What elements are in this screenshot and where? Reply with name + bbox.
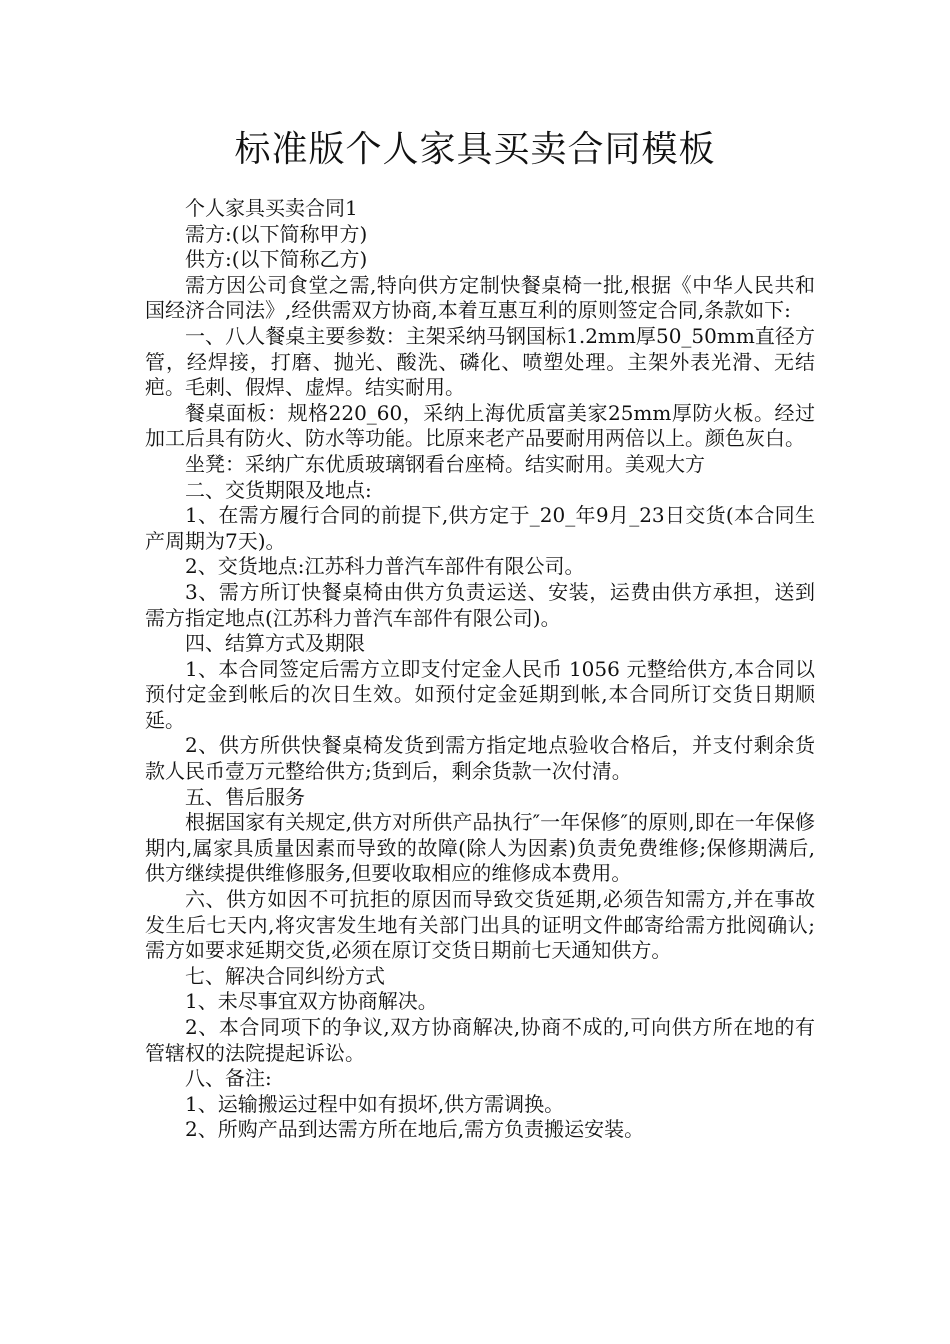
clause-negotiation: 1、未尽事宜双方协商解决。 [185, 989, 438, 1014]
contract-heading: 个人家具买卖合同1 [185, 196, 358, 220]
section-heading-delivery: 二、交货期限及地点: [185, 477, 372, 502]
clause-delivery-place: 2、交货地点:江苏科力普汽车部件有限公司。 [185, 554, 585, 579]
clause-litigation: 2、本合同项下的争议,双方协商解决,协商不成的,可向供方所在地的有管辖权的法院提起诉讼。 [145, 1015, 815, 1065]
clause-onsite-handling: 2、所购产品到达需方所在地后,需方负责搬运安装。 [185, 1117, 645, 1142]
seller-line: 供方:(以下简称乙方) [185, 247, 368, 272]
buyer-line: 需方:(以下简称甲方) [185, 221, 368, 246]
clause-transport-install: 3、需方所订快餐桌椅由供方负责运送、安装，运费由供方承担，送到需方指定地点(江苏科力普汽车部件有限公司)。 [145, 579, 815, 630]
document-body [145, 196, 815, 1143]
clause-balance-payment: 2、供方所供快餐桌椅发货到需方指定地点验收合格后，并支付剩余货款人民币壹万元整给供方;货到后，剩余货款一次付清。 [145, 733, 815, 784]
clause-table-specs: 一、八人餐桌主要参数：主架采纳马钢国标1.2mm厚50_50mm直径方管，经焊接，打磨、抛光、酸洗、磷化、喷塑处理。主架外表光滑、无结疤。毛刺、假焊、虚焊。结实耐用。 [145, 323, 815, 400]
section-heading-settlement: 四、结算方式及期限 [185, 631, 365, 656]
clause-force-majeure: 六、供方如因不可抗拒的原因而导致交货延期,必须告知需方,并在事故发生后七天内,将灾害发生地有关部门出具的证明文件邮寄给需方批阅确认;需方如要求延期交货,必须在原订交货日期前七天通知供方。 [145, 887, 815, 963]
section-heading-remarks: 八、备注: [185, 1066, 272, 1091]
clause-tabletop-specs: 餐桌面板：规格220_60，采纳上海优质富美家25mm厚防火板。经过加工后具有防火、防水等功能。比原来老产品要耐用两倍以上。颜色灰白。 [145, 400, 815, 451]
section-heading-disputes: 七、解决合同纠纷方式 [185, 963, 385, 988]
clause-seat-specs: 坐凳：采纳广东优质玻璃钢看台座椅。结实耐用。美观大方 [185, 451, 705, 476]
clause-delivery-date: 1、在需方履行合同的前提下,供方定于_20_年9月_23日交货(本合同生产周期为7天)。 [145, 503, 815, 553]
clause-transport-damage: 1、运输搬运过程中如有损坏,供方需调换。 [185, 1091, 565, 1116]
document-title: 标准版个人家具买卖合同模板 [234, 129, 716, 170]
preamble-paragraph: 需方因公司食堂之需,特向供方定制快餐桌椅一批,根据《中华人民共和国经济合同法》,经供需双方协商,本着互惠互利的原则签定合同,条款如下: [145, 272, 815, 323]
clause-deposit: 1、本合同签定后需方立即支付定金人民币 1056 元整给供方,本合同以预付定金到帐后的次日生效。如预付定金延期到帐,本合同所订交货日期顺延。 [145, 656, 815, 732]
section-heading-after-sales: 五、售后服务 [185, 784, 305, 809]
clause-warranty: 根据国家有关规定,供方对所供产品执行″一年保修″的原则,即在一年保修期内,属家具质量因素而导致的故障(除人为因素)负责免费维修;保修期满后,供方继续提供维修服务,但要收取相应的维修成本费用。 [145, 810, 815, 886]
